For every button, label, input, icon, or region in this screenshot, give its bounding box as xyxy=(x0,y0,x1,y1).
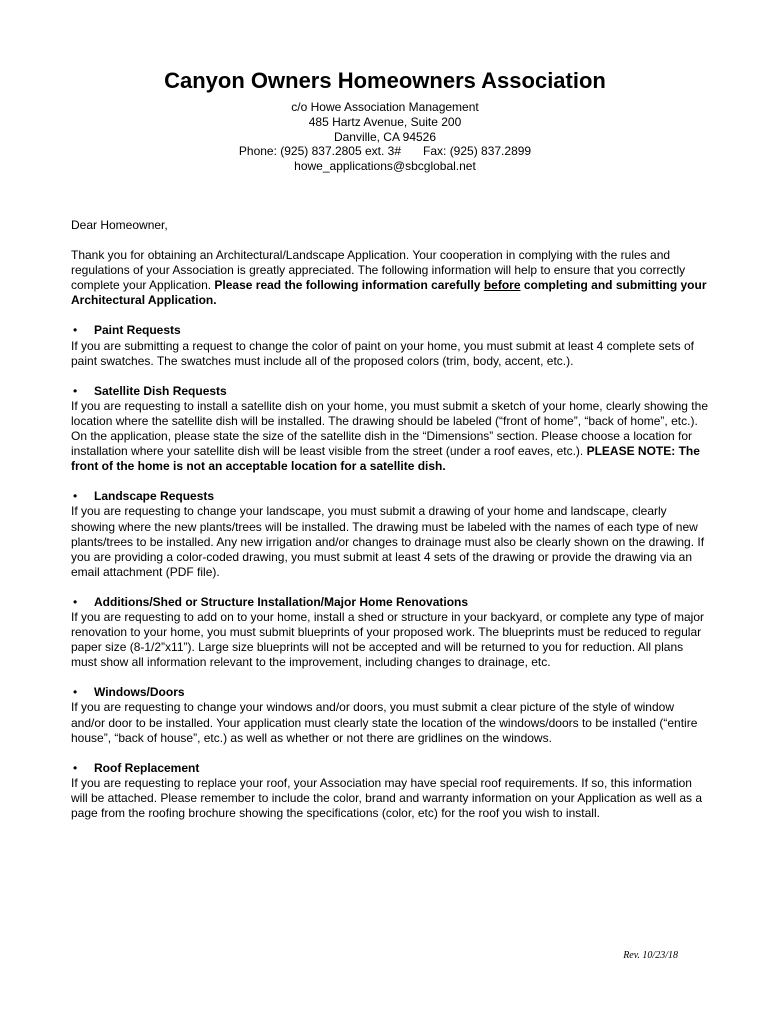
section-text: If you are requesting to change your windows and/or doors, you must submit a clear picture of the style of window and/or door to be installed. Your application must clearly state the location of the windows/doors to be installed (“entire house”, “back of house”, etc.) as well as whether or not there are gridlines on the windows. xyxy=(71,700,698,745)
intro-text: Thank you for obtaining an Architectural/Landscape Application. Your cooperation in complying with the rules and regulations of your Association is greatly appreciated. The following information will help to ensure that you correctly complete your Application. xyxy=(71,248,686,293)
section-landscape-requests xyxy=(71,489,711,580)
bullet-icon: • xyxy=(73,383,78,398)
section-text xyxy=(71,399,711,474)
intro-bold-text: Please read the following information carefully xyxy=(214,278,484,293)
association-title: Canyon Owners Homeowners Association xyxy=(164,68,606,93)
section-roof-replacement xyxy=(71,761,711,821)
section-heading: Satellite Dish Requests xyxy=(94,383,227,398)
bullet-icon: • xyxy=(73,685,78,700)
letter-body xyxy=(71,218,711,836)
satellite-note: PLEASE NOTE: The front of the home is not an acceptable location for a satellite dish. xyxy=(71,444,700,474)
section-text: If you are requesting to replace your roof, your Association may have special roof requirements. If so, this information will be attached. Please remember to include the color, brand and warranty information on your Application as well as a page from the roofing brochure showing the specifications (color, etc) for the roof you wish to install. xyxy=(71,775,703,820)
section-text: If you are submitting a request to change the color of paint on your home, you must submit at least 4 complete sets of paint swatches. The swatches must include all of the proposed colors (trim, body, accent, etc.). xyxy=(71,338,695,368)
bullet-icon: • xyxy=(73,594,78,609)
revision-date: Rev. 10/23/18 xyxy=(623,950,678,961)
fax-number: Fax: (925) 837.2899 xyxy=(423,144,532,159)
section-windows-doors xyxy=(71,685,711,745)
section-satellite-dish-requests xyxy=(71,384,711,475)
section-heading: Windows/Doors xyxy=(94,685,185,700)
intro-bold-text-end: completing and submitting your Architectural Application. xyxy=(71,278,707,308)
section-heading: Roof Replacement xyxy=(94,760,200,775)
section-heading: Landscape Requests xyxy=(94,489,215,504)
section-text: If you are requesting to change your landscape, you must submit a drawing of your home and landscape, clearly showing where the new plants/trees will be installed. The drawing must be labeled with the names of each type of new plants/trees to be installed. Any new irrigation and/or changes to drainage must also be clearly shown on the drawing. If you are providing a color-coded drawing, you must submit at least 4 sets of the drawing or provide the drawing via an email attachment (PDF file). xyxy=(71,504,705,579)
care-of-line: c/o Howe Association Management xyxy=(291,100,479,114)
street-address: 485 Hartz Avenue, Suite 200 xyxy=(308,114,462,129)
section-heading: Additions/Shed or Structure Installation/Major Home Renovations xyxy=(94,594,469,609)
section-paint-requests xyxy=(71,323,711,368)
phone-number: Phone: (925) 837.2805 ext. 3# xyxy=(238,144,402,159)
email-address: howe_applications@sbcglobal.net xyxy=(294,159,476,174)
section-text: If you are requesting to add on to your home, install a shed or structure in your backyard, or complete any type of major renovation to your home, you must submit blueprints of your proposed work. The blueprints must be reduced to regular paper size (8-1/2”x11”). Large size blueprints will not be accepted and will be returned to you for reduction. All plans must show all information relevant to the improvement, including changes to drainage, etc. xyxy=(71,609,704,670)
letterhead xyxy=(0,68,770,174)
section-additions xyxy=(71,595,711,670)
greeting: Dear Homeowner, xyxy=(71,218,168,232)
city-state-zip: Danville, CA 94526 xyxy=(333,129,437,144)
intro-underlined-word: before xyxy=(483,278,521,293)
satellite-text: If you are requesting to install a satellite dish on your home, you must submit a sketch of your home, clearly showing the location where the satellite dish will be installed. The drawing should be labeled (“front of home”, “back of home”, etc.). On the application, please state the size of the satellite dish in the “Dimensions” section. Please choose a location for installation where your satellite dish will be least visible from the street (under a roof eaves, etc.). xyxy=(71,398,708,459)
section-heading: Paint Requests xyxy=(94,323,181,338)
bullet-icon: • xyxy=(73,760,78,775)
contact-line xyxy=(0,144,770,159)
bullet-icon: • xyxy=(73,489,78,504)
bullet-icon: • xyxy=(73,323,78,338)
intro-paragraph xyxy=(71,248,711,308)
